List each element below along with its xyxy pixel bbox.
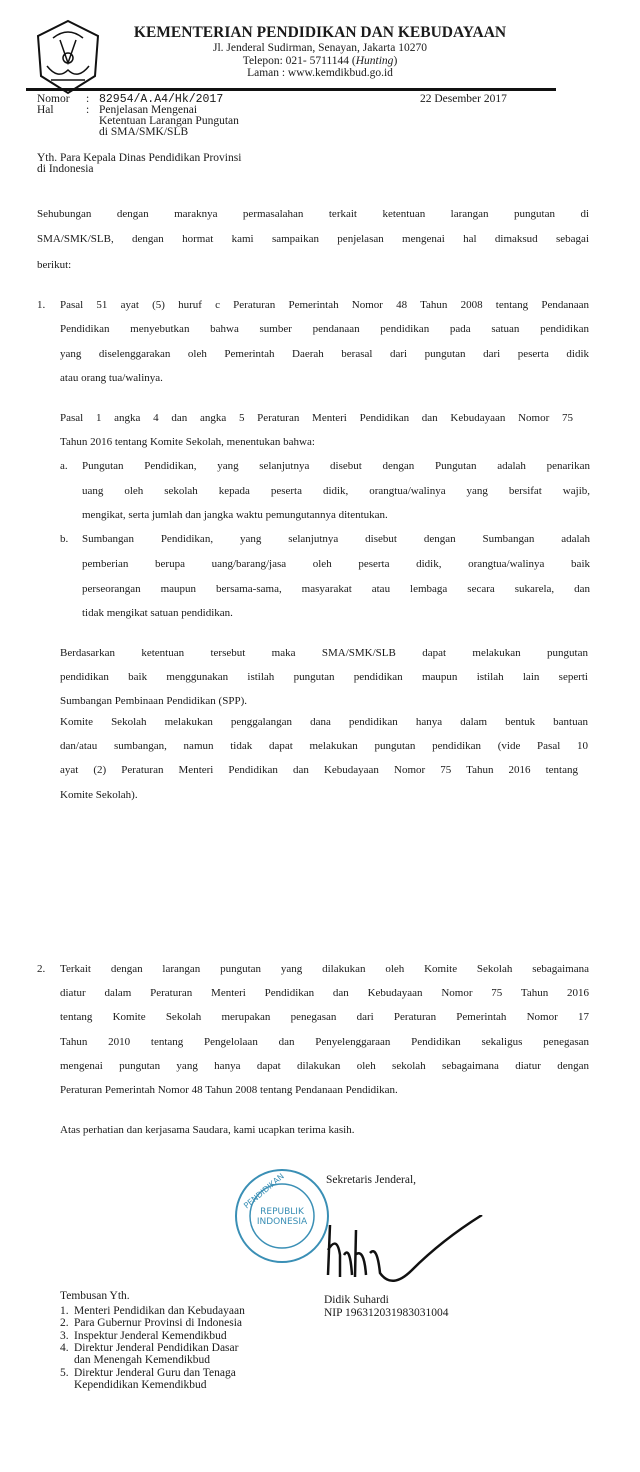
recipient-line: Yth. Para Kepala Dinas Pendidikan Provinsi [37, 152, 242, 164]
svg-text:REPUBLIK: REPUBLIK [260, 1207, 304, 1217]
tembusan-no: 2. [60, 1317, 69, 1329]
svg-text:PENDIDIKAN: PENDIDIKAN [242, 1171, 286, 1211]
item1-line: yang diselenggarakan oleh Pemerintah Daerah berasal dari pungutan dari peserta didik [60, 348, 589, 360]
tembusan-no: 3. [60, 1330, 69, 1342]
pasal-line: Tahun 2016 tentang Komite Sekolah, menentukan bahwa: [60, 436, 315, 448]
pasal-line: Pasal 1 angka 4 dan angka 5 Peraturan Menteri Pendidikan dan Kebudayaan Nomor 75 [60, 412, 573, 424]
item1-line: Pendidikan menyebutkan bahwa sumber pendanaan pendidikan pada satuan pendidikan [60, 323, 589, 335]
tembusan-item: dan Menengah Kemendikbud [74, 1354, 211, 1366]
signatory-title: Sekretaris Jenderal, [326, 1174, 417, 1186]
tembusan-item: Direktur Jenderal Guru dan Tenaga [74, 1367, 236, 1379]
tembusan-item: Kependidikan Kemendikbud [74, 1379, 207, 1391]
handwritten-signature [322, 1215, 487, 1290]
ministry-name: KEMENTERIAN PENDIDIKAN DAN KEBUDAYAAN [133, 24, 507, 41]
sub-a-line: uang oleh sekolah kepada peserta didik, orangtua/walinya yang bersifat wajib, [82, 485, 590, 497]
tembusan-item: Para Gubernur Provinsi di Indonesia [74, 1317, 242, 1329]
nomor-label: Nomor [37, 93, 70, 105]
signatory-name: Didik Suhardi [324, 1294, 389, 1306]
hal-line: Ketentuan Larangan Pungutan [99, 115, 239, 127]
sub-b-line: perseorangan maupun bersama-sama, masyarakat atau lembaga secara sukarela, dan [82, 583, 590, 595]
item1-number: 1. [37, 299, 46, 311]
svg-text:INDONESIA: INDONESIA [256, 1217, 308, 1227]
komite-line: Komite Sekolah melakukan penggalangan dana pendidikan hanya dalam bentuk bantuan [60, 716, 588, 728]
signatory-nip: NIP 196312031983031004 [324, 1307, 449, 1319]
tembusan-item: Direktur Jenderal Pendidikan Dasar [74, 1342, 239, 1354]
berdasarkan-line: Berdasarkan ketentuan tersebut maka SMA/SMK/SLB dapat melakukan pungutan [60, 647, 588, 659]
item2-line: diatur dalam Peraturan Menteri Pendidikan dan Kebudayaan Nomor 75 Tahun 2016 [60, 987, 589, 999]
nomor-value: 82954/A.A4/Hk/2017 [99, 93, 224, 106]
item1-line: Pasal 51 ayat (5) huruf c Peraturan Pemerintah Nomor 48 Tahun 2008 tentang Pendanaan [60, 299, 589, 311]
berdasarkan-line: pendidikan baik menggunakan istilah pungutan pendidikan maupun istilah lain seperti [60, 671, 588, 683]
sub-b-letter: b. [60, 533, 69, 545]
tut-wuri-handayani-logo [33, 18, 103, 96]
sub-a-line: mengikat, serta jumlah dan jangka waktu pemungutannya ditentukan. [82, 509, 388, 521]
item2-number: 2. [37, 963, 46, 975]
nomor-colon: : [86, 93, 90, 105]
sub-b-line: pemberian berupa uang/barang/jasa oleh peserta didik, orangtua/walinya baik [82, 558, 590, 570]
komite-line: ayat (2) Peraturan Menteri Pendidikan dan Kebudayaan Nomor 75 Tahun 2016 tentang [60, 764, 578, 776]
ministry-phone [110, 55, 530, 67]
recipient-line: di Indonesia [37, 163, 94, 175]
tembusan-item: Inspektur Jenderal Kemendikbud [74, 1330, 227, 1342]
intro-line: SMA/SMK/SLB, dengan hormat kami sampaikan penjelasan mengenai hal dimaksud sebagai [37, 233, 589, 245]
sub-a-line: Pungutan Pendidikan, yang selanjutnya disebut dengan Pungutan adalah penarikan [82, 460, 590, 472]
item2-line: mengenai pungutan yang hanya dapat dilakukan oleh sekolah sebagaimana diatur dengan [60, 1060, 589, 1072]
hal-line: di SMA/SMK/SLB [99, 126, 189, 138]
sub-b-line: Sumbangan Pendidikan, yang selanjutnya disebut dengan Sumbangan adalah [82, 533, 590, 545]
official-stamp [232, 1166, 332, 1266]
tembusan-heading: Tembusan Yth. [60, 1290, 130, 1302]
ministry-website: Laman : www.kemdikbud.go.id [247, 67, 393, 79]
intro-line: berikut: [37, 259, 72, 271]
closing-text: Atas perhatian dan kerjasama Saudara, kami ucapkan terima kasih. [60, 1124, 355, 1136]
item2-line: tentang Komite Sekolah merupakan penegasan dari Peraturan Pemerintah Nomor 17 [60, 1011, 589, 1023]
sub-b-line: tidak mengikat satuan pendidikan. [82, 607, 233, 619]
item2-line: Tahun 2010 tentang Pengelolaan dan Penyelenggaraan Pendidikan sekaligus penegasan [60, 1036, 589, 1048]
letter-date: 22 Desember 2017 [420, 93, 507, 105]
hal-colon: : [86, 104, 90, 116]
komite-line: Komite Sekolah). [60, 789, 138, 801]
komite-line: dan/atau sumbangan, namun tidak dapat melakukan pungutan pendidikan (vide Pasal 10 [60, 740, 588, 752]
intro-line: Sehubungan dengan maraknya permasalahan terkait ketentuan larangan pungutan di [37, 208, 589, 220]
item2-line: Peraturan Pemerintah Nomor 48 Tahun 2008 tentang Pendanaan Pendidikan. [60, 1084, 398, 1096]
tembusan-no: 1. [60, 1305, 69, 1317]
tembusan-item: Menteri Pendidikan dan Kebudayaan [74, 1305, 245, 1317]
hal-label: Hal [37, 104, 54, 116]
letterhead-divider [26, 88, 556, 91]
item2-line: Terkait dengan larangan pungutan yang dilakukan oleh Komite Sekolah sebagaimana [60, 963, 589, 975]
tembusan-no: 4. [60, 1342, 69, 1354]
item1-line: atau orang tua/walinya. [60, 372, 163, 384]
sub-a-letter: a. [60, 460, 68, 472]
tembusan-no: 5. [60, 1367, 69, 1379]
phone-close: ) [393, 55, 398, 67]
phone-hunting: Hunting [355, 55, 394, 67]
phone-text: Telepon: 021- 5711144 ( [242, 55, 356, 67]
hal-line: Penjelasan Mengenai [99, 104, 198, 116]
ministry-address: Jl. Jenderal Sudirman, Senayan, Jakarta 10270 [213, 42, 427, 54]
berdasarkan-line: Sumbangan Pembinaan Pendidikan (SPP). [60, 695, 247, 707]
